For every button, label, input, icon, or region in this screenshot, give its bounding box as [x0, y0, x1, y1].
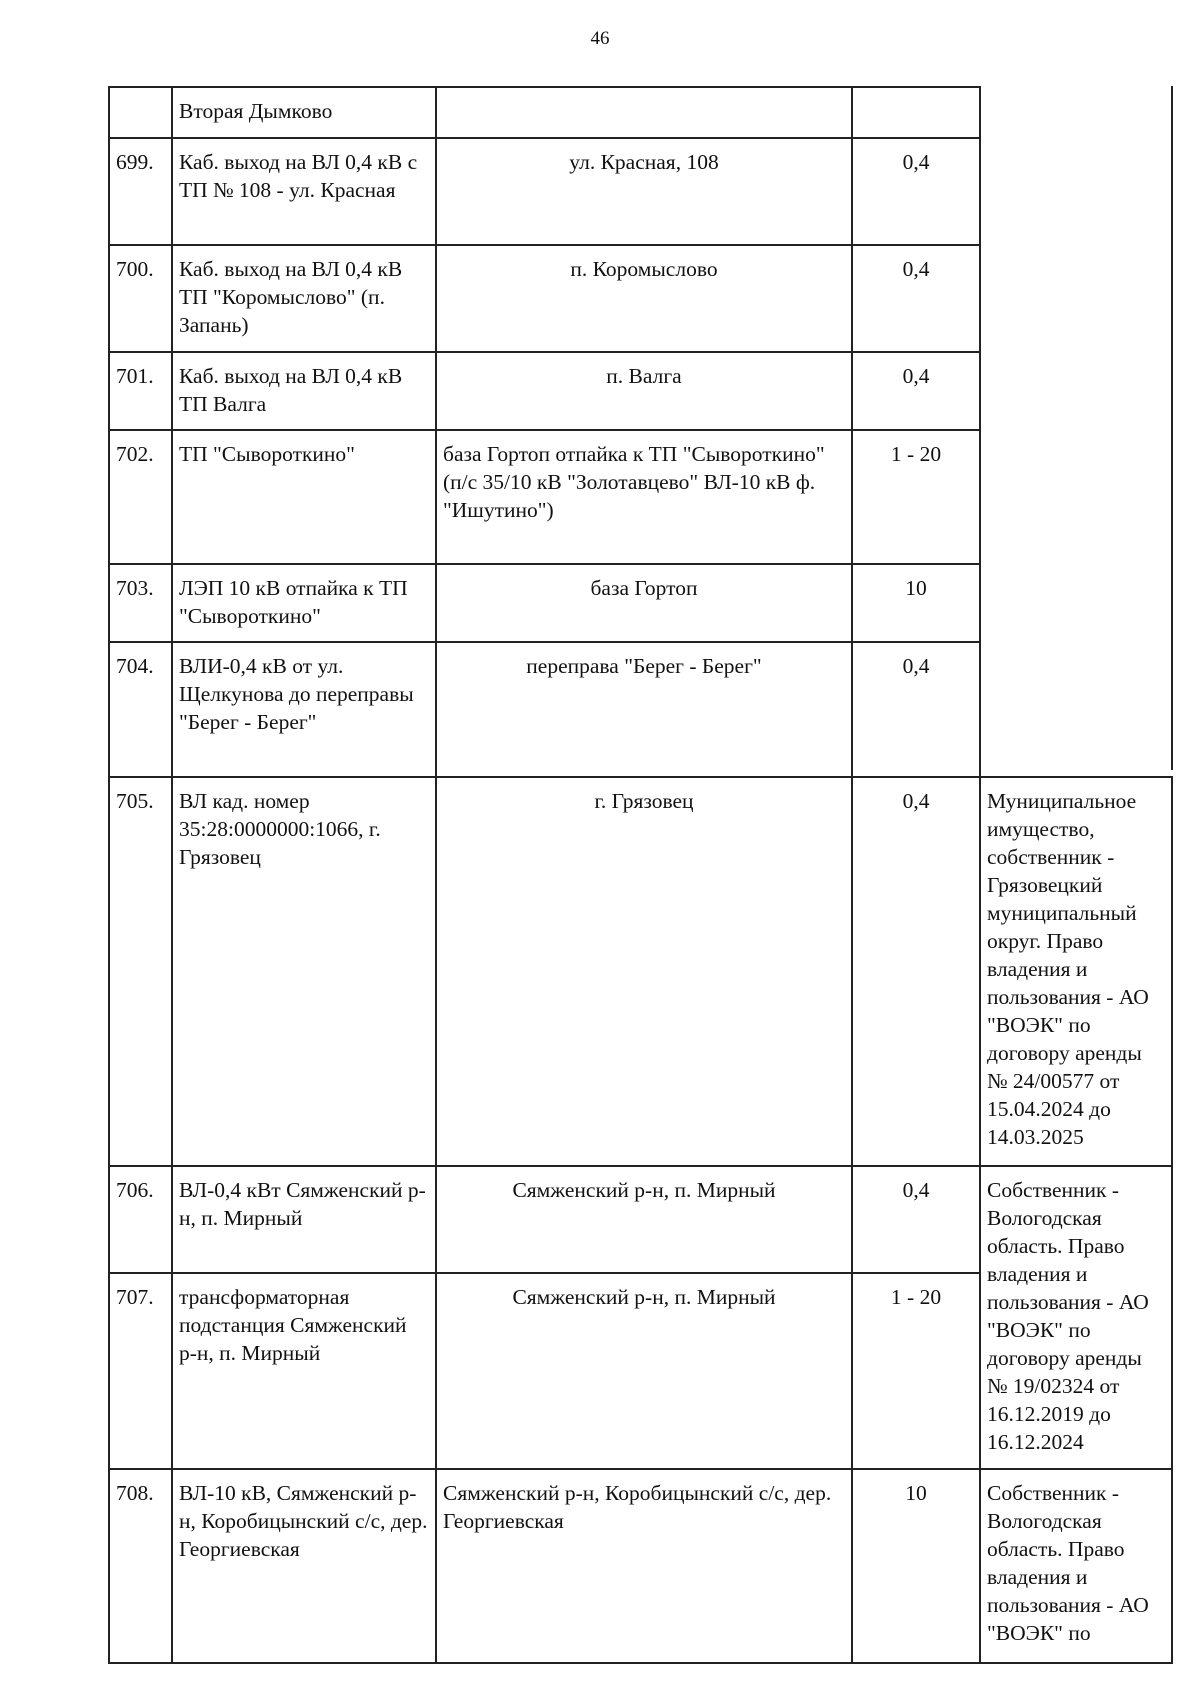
object-location: переправа "Берег - Берег"	[436, 642, 852, 777]
object-location: Сямженский р-н, п. Мирный	[436, 1166, 852, 1273]
object-name: ВЛ-0,4 кВт Сямженский р-н, п. Мирный	[172, 1166, 436, 1273]
voltage-class: 10	[852, 1469, 980, 1663]
voltage-class: 0,4	[852, 138, 980, 245]
voltage-class	[852, 87, 980, 138]
row-number: 704.	[109, 642, 172, 777]
object-name: ВЛ-10 кВ, Сямженский р-н, Коробицынский с/с, дер. Георгиевская	[172, 1469, 436, 1663]
row-number: 699.	[109, 138, 172, 245]
object-location: п. Валга	[436, 352, 852, 430]
object-location: база Гортоп отпайка к ТП "Сывороткино" (п/с 35/10 кВ "Золотавцево" ВЛ-10 кВ ф. "Ишутино")	[436, 430, 852, 564]
table-row	[109, 1166, 1172, 1273]
table-row	[109, 777, 1172, 1166]
table-row	[109, 1469, 1172, 1663]
object-location: база Гортоп	[436, 564, 852, 642]
voltage-class: 0,4	[852, 777, 980, 1166]
object-name: Каб. выход на ВЛ 0,4 кВ с ТП № 108 - ул. Красная	[172, 138, 436, 245]
ownership-note: Муниципальное имущество, собственник - Грязовецкий муниципальный округ. Право владения и пользования - АО "ВОЭК" по договору аренды № 24/00577 от 15.04.2024 до 14.03.2025	[980, 777, 1172, 1166]
registry-table	[108, 86, 1173, 1664]
row-number: 707.	[109, 1273, 172, 1469]
voltage-class: 1 - 20	[852, 1273, 980, 1469]
row-number: 702.	[109, 430, 172, 564]
row-number: 705.	[109, 777, 172, 1166]
voltage-class: 0,4	[852, 352, 980, 430]
note-empty	[980, 87, 1172, 777]
object-location	[436, 87, 852, 138]
object-name: ВЛИ-0,4 кВ от ул. Щелкунова до переправы "Берег - Берег"	[172, 642, 436, 777]
voltage-class: 0,4	[852, 245, 980, 352]
ownership-note: Собственник - Вологодская область. Право владения и пользования - АО "ВОЭК" по	[980, 1469, 1172, 1663]
row-number: 708.	[109, 1469, 172, 1663]
voltage-class: 1 - 20	[852, 430, 980, 564]
object-location: г. Грязовец	[436, 777, 852, 1166]
voltage-class: 0,4	[852, 642, 980, 777]
object-name: Вторая Дымково	[172, 87, 436, 138]
object-name: Каб. выход на ВЛ 0,4 кВ ТП "Коромыслово" (п. Запань)	[172, 245, 436, 352]
object-location: Сямженский р-н, п. Мирный	[436, 1273, 852, 1469]
row-number: 706.	[109, 1166, 172, 1273]
ownership-note: Собственник - Вологодская область. Право владения и пользования - АО "ВОЭК" по договору аренды № 19/02324 от 16.12.2019 до 16.12.2024	[980, 1166, 1172, 1469]
object-location: п. Коромыслово	[436, 245, 852, 352]
object-name: ЛЭП 10 кВ отпайка к ТП "Сывороткино"	[172, 564, 436, 642]
object-location: Сямженский р-н, Коробицынский с/с, дер. Георгиевская	[436, 1469, 852, 1663]
row-number: 701.	[109, 352, 172, 430]
object-name: трансформаторная подстанция Сямженский р-н, п. Мирный	[172, 1273, 436, 1469]
row-number: 700.	[109, 245, 172, 352]
object-name: ВЛ кад. номер 35:28:0000000:1066, г. Грязовец	[172, 777, 436, 1166]
voltage-class: 0,4	[852, 1166, 980, 1273]
row-number	[109, 87, 172, 138]
voltage-class: 10	[852, 564, 980, 642]
table-row	[109, 87, 1172, 138]
object-name: ТП "Сывороткино"	[172, 430, 436, 564]
object-name: Каб. выход на ВЛ 0,4 кВ ТП Валга	[172, 352, 436, 430]
page-number: 46	[590, 28, 610, 49]
row-number: 703.	[109, 564, 172, 642]
object-location: ул. Красная, 108	[436, 138, 852, 245]
